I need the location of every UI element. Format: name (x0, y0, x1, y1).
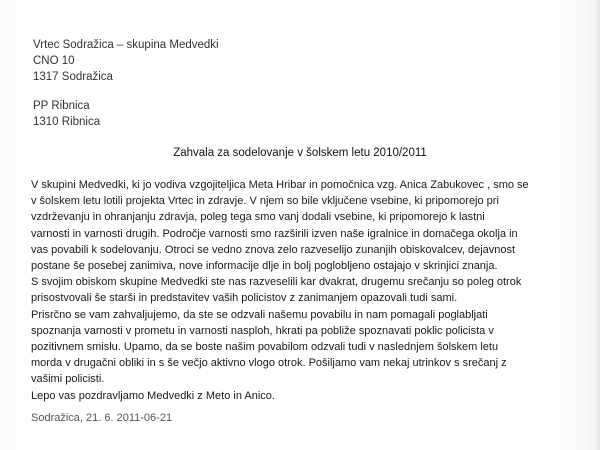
sender-name: Vrtec Sodražica – skupina Medvedki (33, 39, 219, 51)
body-line: vzdrževanju in ohranjanju zdravja, poleg tega smo vanj dodali vsebine, ki pripomorejo k lastni (31, 211, 485, 224)
body-line: S svojim obiskom skupine Medvedki ste nas razveselili kar dvakrat, drugemu srečanju so poleg otrok (31, 276, 522, 289)
body-line: postane še posebej zanimiva, nove informacije dlje in bolj poglobljeno ostajajo v skrinjici znanja. (31, 260, 498, 273)
body-line: spoznanja varnosti v prometu in varnosti nasploh, hkrati pa pobliže spoznavati poklic policista v (31, 324, 494, 337)
recipient-postcode-city: 1310 Ribnica (33, 116, 101, 128)
body-line: v šolskem letu lotili projekta Vrtec in zdravje. V njem so bile vključene vsebine, ki pripomorejo pri (31, 195, 499, 208)
body-line: Lepo vas pozdravljamo Medvedki z Meto in Anico. (31, 389, 275, 402)
recipient-address (33, 98, 100, 130)
body-line: varnosti in varnosti drugih. Področje varnosti smo razširili izven naše igralnice in domačega okolja in (31, 227, 518, 240)
body-line: V skupini Medvedki, ki jo vodiva vzgojiteljica Meta Hribar in pomočnica vzg. Anica Zabukovec , smo se (31, 179, 529, 191)
sender-postcode-city: 1317 Sodražica (33, 71, 113, 83)
place-and-date: Sodražica, 21. 6. 2011-06-21 (31, 412, 173, 424)
recipient-name: PP Ribnica (33, 100, 90, 112)
letter-body (31, 177, 583, 404)
body-line: vašimi policisti. (31, 373, 105, 386)
scan-edge-shadow (594, 0, 600, 450)
body-line: prisostvovali še starši in predstavitev vaših policistov z zanimanjem opazovali tudi sami. (31, 292, 458, 305)
body-line: vas povabili k sodelovanju. Otroci se vedno znova zelo razveselijo zunanjih obiskovalcev, dejavnost (31, 243, 516, 256)
sender-address (33, 37, 219, 85)
body-line: morda v drugačni obliki in s še večjo aktivno vlogo otrok. Pošiljamo vam nekaj utrinkov s srečanj z (31, 357, 507, 370)
sender-street: CNO 10 (33, 55, 75, 67)
body-line: Prisrčno se vam zahvaljujemo, da ste se odzvali našemu povabilu in nam pomagali poglabljati (31, 308, 488, 321)
body-line: pozitivnem smislu. Upamo, da se boste našim povabilom odzvali tudi v naslednjem šolskem letu (31, 341, 499, 354)
letter-title: Zahvala za sodelovanje v šolskem letu 2010/2011 (173, 147, 427, 159)
